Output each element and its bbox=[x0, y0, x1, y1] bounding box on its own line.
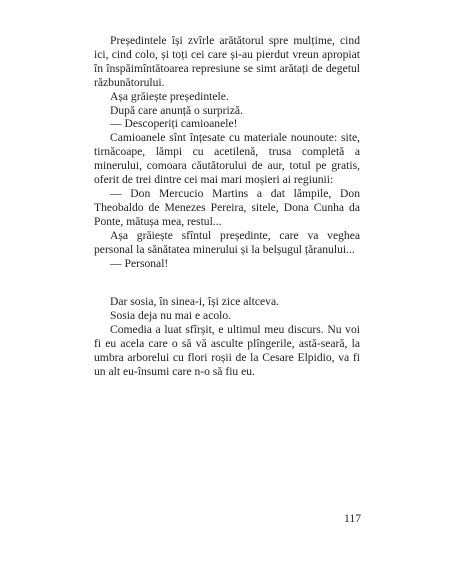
paragraph: Președintele își zvîrle arătătorul spre mulțime, cind ici, cind colo, și toți cei care și-au pierdut vreun apropiat în înspăimîntătoarea represiune se simt arătați de degetul răzbunătorului. bbox=[94, 34, 360, 89]
paragraph: Sosia deja nu mai e acolo. bbox=[110, 309, 232, 323]
paragraph: Așa grăiește sfîntul președinte, care va veghea personal la sănătatea minerului și la belșugul țăranului... bbox=[94, 228, 360, 256]
page-body-text bbox=[94, 34, 360, 379]
paragraph: Comedia a luat sfîrșit, e ultimul meu discurs. Nu voi fi eu acela care o să vă asculte plîngerile, astă-seară, la umbra arborelui cu flori roșii de la Cesare Elpidio, va fi un alt eu-însumi care n-o să fiu eu. bbox=[94, 323, 360, 378]
section-spacer bbox=[94, 270, 360, 295]
paragraph: — Personal! bbox=[110, 256, 169, 270]
paragraph: Așa grăiește președintele. bbox=[110, 89, 229, 103]
paragraph: Camioanele sînt înțesate cu materiale nounoute: site, tirnăcoape, lămpi cu acetilenă, trusa completă a minerului, comoara căutătorului de aur, totul pe gratis, oferit de trei dintre cei mai mari moșieri ai regiunii: bbox=[94, 131, 360, 187]
paragraph: După care anunță o surpriză. bbox=[110, 103, 243, 117]
paragraph: — Don Mercucio Martins a dat lămpile, Don Theobaldo de Menezes Pereira, sitele, Dona Cunha da Ponte, mătușa mea, restul... bbox=[94, 186, 360, 228]
paragraph: Dar sosia, în sinea-i, își zice altceva. bbox=[110, 295, 280, 309]
page-number: 117 bbox=[344, 512, 361, 525]
paragraph: — Descoperiți camioanele! bbox=[110, 117, 238, 131]
